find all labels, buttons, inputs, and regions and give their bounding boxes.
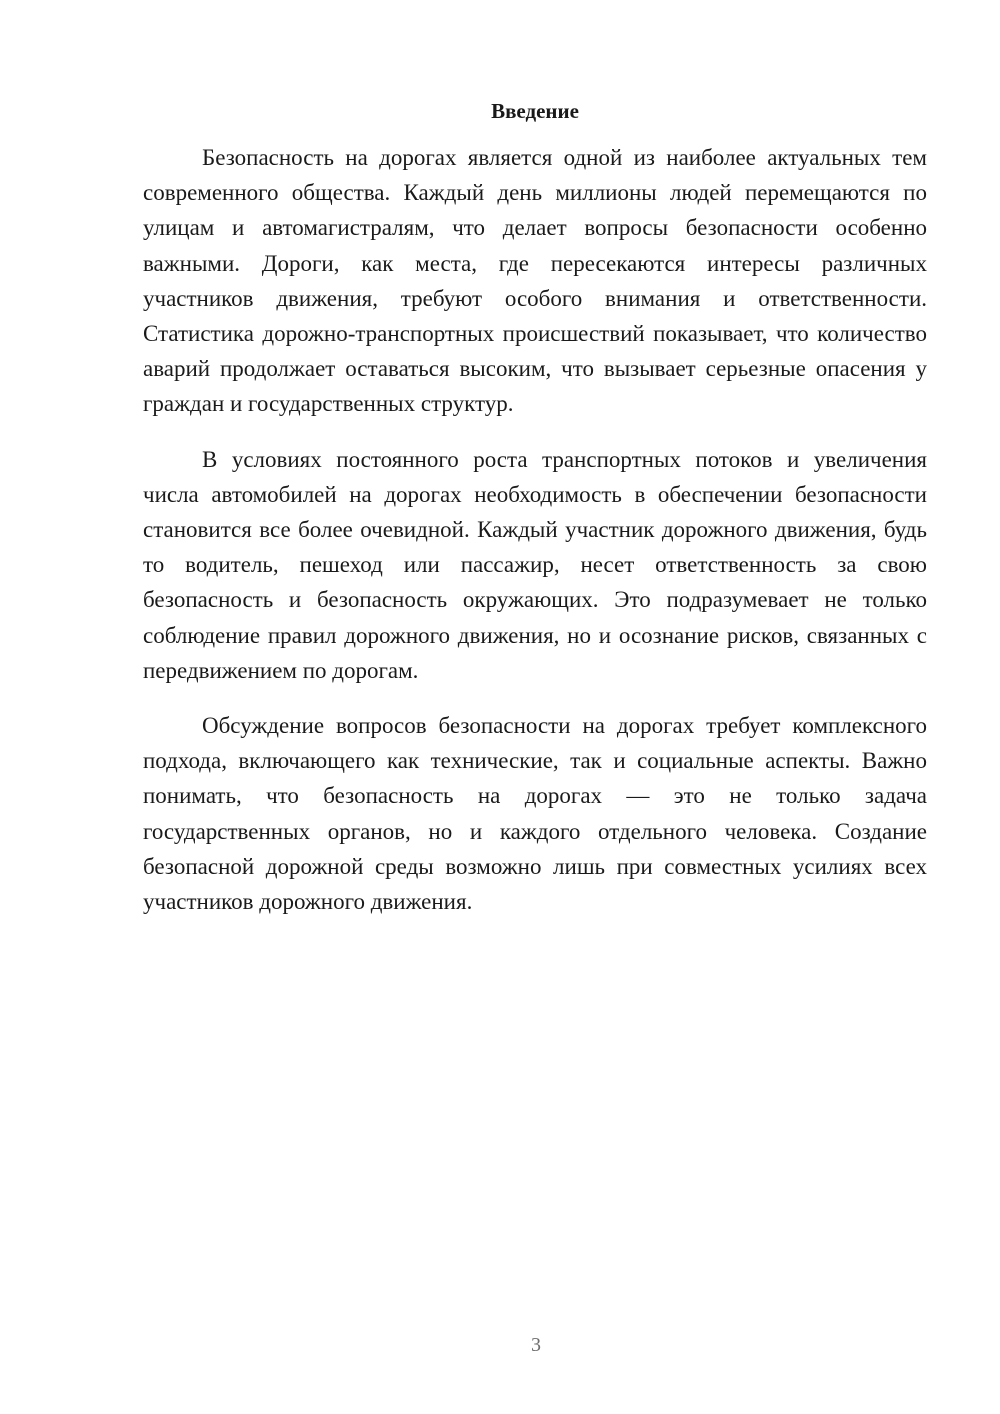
- paragraph-1: Безопасность на дорогах является одной из наиболее актуальных тем современного общества. Каждый день миллионы людей перемещаются по улицам и автомагистралям, что делает вопросы безопасности особенно важными. Дороги, как места, где пересекаются интересы различных участников движения, требуют особого внимания и ответственности. Статистика дорожно-транспортных происшествий показывает, что количество аварий продолжает оставаться высоким, что вызывает серьезные опасения у граждан и государственных структур.: [143, 145, 927, 417]
- paragraph-3: Обсуждение вопросов безопасности на дорогах требует комплексного подхода, включающего как технические, так и социальные аспекты. Важно понимать, что безопасность на дорогах — это не только задача государственных органов, но и каждого отдельного человека. Создание безопасной дорожной среды возможно лишь при совместных усилиях всех участников дорожного движения.: [143, 713, 927, 915]
- page-content: [143, 96, 927, 919]
- section-heading: Введение: [491, 99, 579, 123]
- page-number: 3: [531, 1334, 541, 1356]
- paragraph-2: В условиях постоянного роста транспортных потоков и увеличения числа автомобилей на дорогах необходимость в обеспечении безопасности становится все более очевидной. Каждый участник дорожного движения, будь то водитель, пешеход или пассажир, несет ответственность за свою безопасность и безопасность окружающих. Это подразумевает не только соблюдение правил дорожного движения, но и осознание рисков, связанных с передвижением по дорогам.: [143, 446, 927, 683]
